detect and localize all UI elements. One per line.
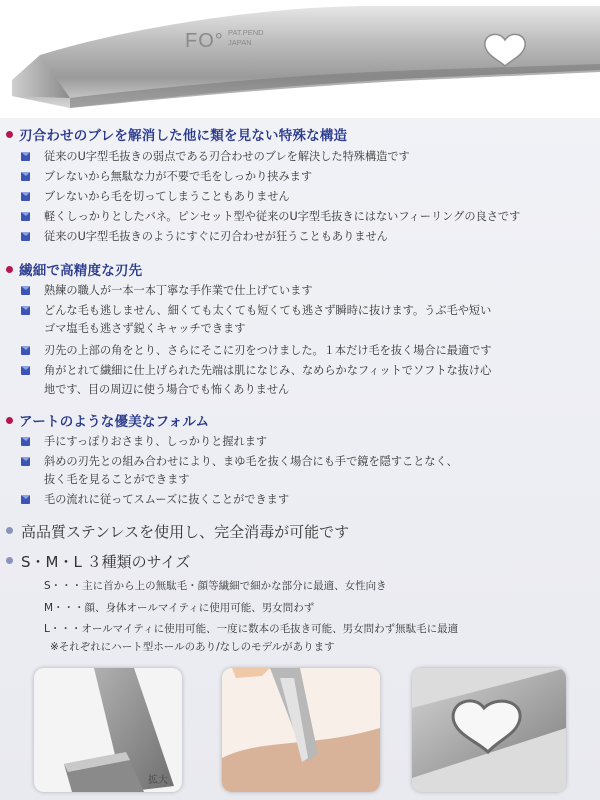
brand-sub [228,28,264,48]
list-item [26,228,586,246]
section-title [6,124,347,144]
list-item-text: 従来のU字型毛抜きの弱点である刃合わせのブレを解決した特殊構造です [44,150,410,163]
list-item-text: 従来のU字型毛抜きのようにすぐに刃合わせが狂うこともありません [44,230,388,243]
sizes-title [6,551,190,572]
cube-icon [20,305,31,316]
cube-icon [20,365,31,376]
section-title [6,410,209,430]
section-title-text: 刃合わせのブレを解消した他に類を見ない特殊な構造 [19,128,348,144]
list-item-text: 軽くしっかりとしたバネ。ピンセット型や従来のU字型毛抜きにはないフィーリングの良さです [44,210,521,223]
size-s: S・・・主に首から上の無駄毛・顔等繊細で細かな部分に最適、女性向き [44,580,387,592]
list-item-text: どんな毛も逃しません、細くても太くても短くても逃さず瞬時に抜けます。うぶ毛や短い [44,304,492,317]
section-title-text: アートのような優美なフォルム [19,414,210,430]
list-item-text: ブレないから毛を切ってしまうこともありません [44,190,290,203]
bullet-dot [6,131,13,138]
list-item-text: 斜めの刃先との組み合わせにより、まゆ毛を抜く場合にも手で鏡を隠すことなく、 [44,455,458,468]
cube-icon [20,151,31,162]
hero-tweezers-image [0,0,600,118]
size-l: L・・・オールマイティに使用可能、一度に数本の毛抜き可能、男女問わず無駄毛に最適 [44,623,459,635]
bullet-dot [6,527,13,534]
bullet-dot [6,266,13,273]
sizes-title-text: S・M・L ３種類のサイズ [21,553,191,571]
photo-heart-hole [412,668,566,792]
list-item [26,208,586,226]
cube-icon [20,494,31,505]
photo-strip [0,668,600,800]
brand-sub-2: JAPAN [228,38,252,47]
photo-tip-closeup [34,668,182,792]
list-item [26,342,586,360]
list-item-text: 熟練の職人が一本一本丁寧な手作業で仕上げています [44,284,313,297]
brand-mark: FO° [185,30,224,52]
list-item-text: 抜く毛を見ることができます [44,473,190,486]
list-item-continued [26,320,586,338]
brand-sub-1: PAT.PEND [228,28,264,37]
list-item-text: 地です、目の周辺に使う場合でも怖くありません [44,383,290,396]
cube-icon [20,231,31,242]
list-item [26,433,586,451]
photo-caption: 拡大 [148,775,168,786]
cube-icon [20,436,31,447]
list-item-text: 手にすっぽりおさまり、しっかりと握れます [44,435,268,448]
list-item [26,282,586,300]
list-item-text: 刃先の上部の角をとり、さらにそこに刃をつけました。１本だけ毛を抜く場合に最適です [44,344,492,357]
stainless-line [6,521,349,542]
list-item [26,362,586,380]
list-item [26,302,586,320]
cube-icon [20,211,31,222]
section-title [6,259,142,279]
list-item [26,453,586,471]
size-note: ※それぞれにハート型ホールのあり/なしのモデルがあります [50,641,335,653]
cube-icon [20,191,31,202]
stainless-text: 高品質ステンレスを使用し、完全消毒が可能です [21,523,350,541]
list-item [26,491,586,509]
list-item-continued [26,381,586,399]
list-item [26,148,586,166]
list-item-text: 角がとれて繊細に仕上げられた先端は肌になじみ、なめらかなフィットでソフトな抜け心 [44,364,492,377]
photo-in-use [222,668,380,792]
list-item-text: 毛の流れに従ってスムーズに抜くことができます [44,493,290,506]
cube-icon [20,171,31,182]
list-item-text: ゴマ塩毛も逃さず鋭くキャッチできます [44,322,246,335]
cube-icon [20,285,31,296]
list-item [26,188,586,206]
list-item [26,168,586,186]
size-m: M・・・顔、身体オールマイティに使用可能、男女問わず [44,602,315,614]
list-item-text: ブレないから無駄な力が不要で毛をしっかり挟みます [44,170,313,183]
bullet-dot [6,417,13,424]
bullet-dot [6,557,13,564]
section-title-text: 繊細で高精度な刃先 [19,263,143,279]
cube-icon [20,345,31,356]
list-item-continued [26,471,586,489]
cube-icon [20,456,31,467]
brand-logo [185,30,224,53]
